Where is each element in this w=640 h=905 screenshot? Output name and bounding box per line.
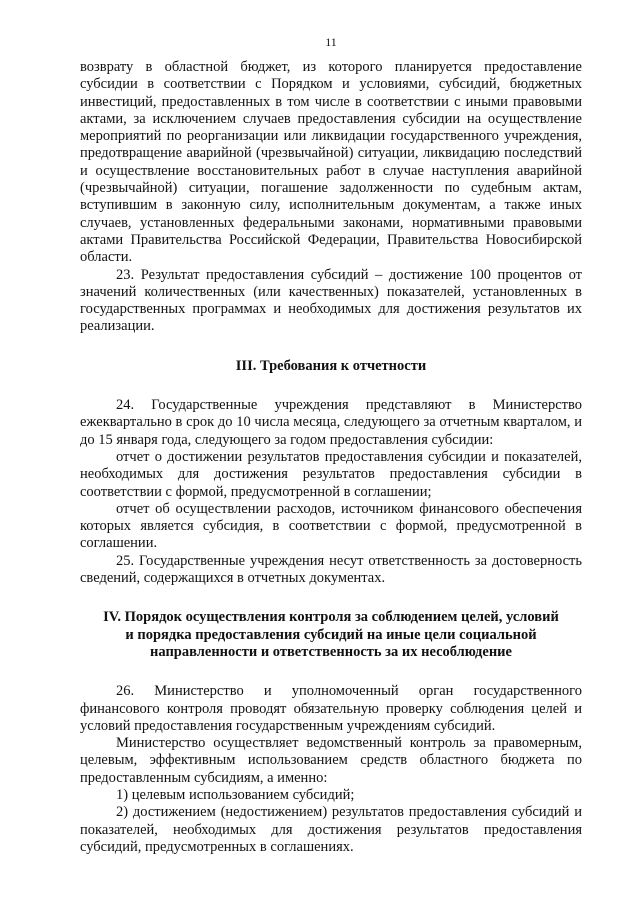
paragraph-25: 25. Государственные учреждения несут ответственность за достоверность сведений, содержащихся в отчетных документах. — [80, 552, 582, 587]
paragraph-ministry-control: Министерство осуществляет ведомственный контроль за правомерным, целевым, эффективным использованием средств областного бюджета по предоставленным субсидиям, а именно: — [80, 735, 582, 786]
paragraph-23: 23. Результат предоставления субсидий – достижение 100 процентов от значений количественных (или качественных) показателей, установленных в государственных программах и необходимых для достижения результатов их реализации. — [80, 266, 582, 335]
list-item-1: 1) целевым использованием субсидий; — [116, 786, 355, 803]
section-4-heading-line-2: и порядка предоставления субсидий на иные цели социальной — [125, 626, 537, 643]
paragraph-24: 24. Государственные учреждения представляют в Министерство ежеквартально в срок до 10 числа месяца, следующего за отчетным кварталом, и до 15 января года, следующего за годом предоставления субсидии: — [80, 397, 582, 448]
paragraph-24-item-2: отчет об осуществлении расходов, источником финансового обеспечения которых является субсидия, в соответствии с формой, предусмотренной в соглашении. — [80, 500, 582, 552]
paragraph-26: 26. Министерство и уполномоченный орган государственного финансового контроля проводят обязательную проверку соблюдения целей и условий предоставления государственным учреждениям субсидий. — [80, 683, 582, 734]
paragraph-24-item-1: отчет о достижении результатов предоставления субсидии и показателей, необходимых для достижения результатов предоставления субсидии в соответствии с формой, предусмотренной в соглашении; — [80, 448, 582, 500]
page-number: 11 — [325, 35, 337, 49]
section-3-heading: III. Требования к отчетности — [235, 357, 427, 374]
section-4-heading-line-1: IV. Порядок осуществления контроля за соблюдением целей, условий — [103, 609, 559, 626]
paragraph-continuation: возврату в областной бюджет, из которого планируется предоставление субсидии в соответствии с Порядком и условиями, субсидий, бюджетных инвестиций, предоставленных в том числе в соответствии с иными правовыми актами, за исключением случаев предоставления субсидии на осуществление мероприятий по реорганизации или ликвидации государственного учреждения, предотвращение аварийной (чрезвычайной) ситуации, ликвидацию последствий и осуществление восстановительных работ в случае наступления аварийной (чрезвычайной) ситуации, погашение задолженности по судебным актам, вступившим в законную силу, исполнительным документам, а также иных случаев, установленных федеральными законами, нормативными правовыми актами Правительства Российской Федерации, Правительства Новосибирской области. — [80, 59, 582, 266]
section-4-heading-line-3: направленности и ответственность за их несоблюдение — [150, 643, 512, 660]
section-4-heading — [80, 609, 582, 661]
list-item-2: 2) достижением (недостижением) результатов предоставления субсидий и показателей, необходимых для достижения результатов предоставления субсидий, предусмотренных в соглашениях. — [80, 804, 582, 855]
